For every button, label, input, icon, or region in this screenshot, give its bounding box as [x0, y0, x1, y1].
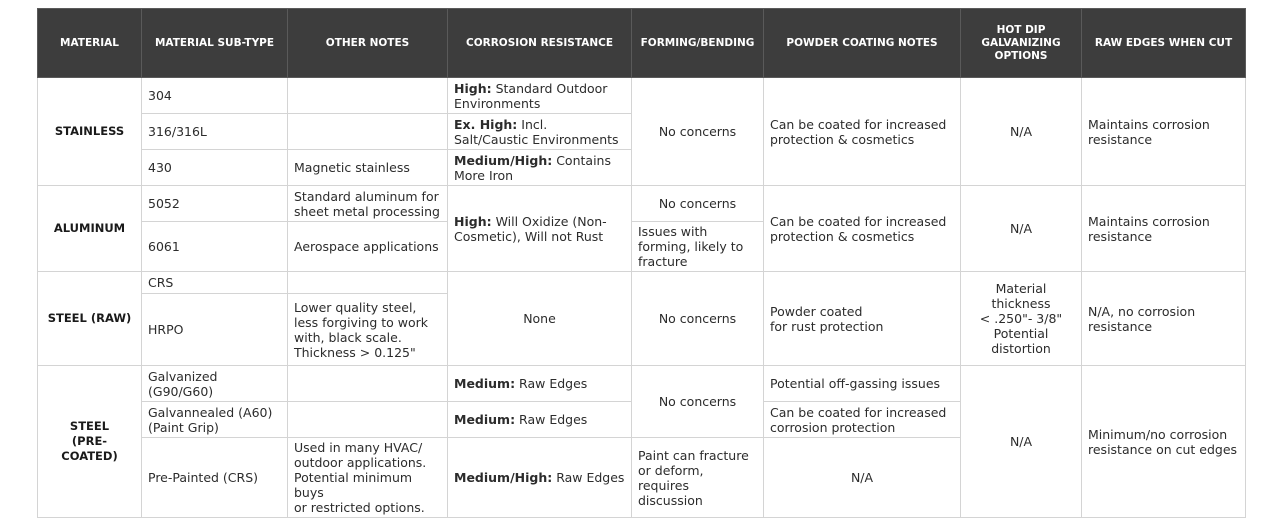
notes-cell: [288, 114, 448, 150]
forming-cell: No concerns: [632, 78, 764, 186]
corrosion-text: Standard Outdoor Environments: [454, 80, 608, 111]
corrosion-cell: [448, 150, 632, 186]
corrosion-cell: [448, 186, 632, 272]
powder-cell: Can be coated for increased protection & cosmetics: [764, 186, 961, 272]
raw-edges-cell: Maintains corrosion resistance: [1082, 186, 1246, 272]
notes-cell: Aerospace applications: [288, 222, 448, 272]
corrosion-level: Medium/High:: [454, 470, 553, 485]
corrosion-cell: [448, 78, 632, 114]
header-corrosion: CORROSION RESISTANCE: [448, 9, 632, 78]
corrosion-level: Medium:: [454, 376, 516, 391]
corrosion-text: Raw Edges: [515, 376, 588, 391]
galvanizing-cell: N/A: [961, 186, 1082, 272]
powder-cell: Powder coated for rust protection: [764, 272, 961, 366]
subtype-cell: CRS: [142, 272, 288, 294]
subtype-cell: HRPO: [142, 294, 288, 366]
material-steel-raw: STEEL (RAW): [38, 272, 142, 366]
subtype-cell: 304: [142, 78, 288, 114]
galvanizing-cell: N/A: [961, 78, 1082, 186]
header-other-notes: OTHER NOTES: [288, 9, 448, 78]
material-steel-precoated: STEEL (PRE-COATED): [38, 366, 142, 518]
raw-edges-cell: Maintains corrosion resistance: [1082, 78, 1246, 186]
corrosion-cell: [448, 366, 632, 402]
corrosion-text: Incl. Salt/Caustic Environments: [454, 116, 619, 147]
table-row: [38, 78, 1246, 114]
raw-edges-cell: Minimum/no corrosion resistance on cut edges: [1082, 366, 1246, 518]
corrosion-level: Medium:: [454, 412, 516, 427]
table-row: [38, 272, 1246, 294]
forming-cell: No concerns: [632, 272, 764, 366]
powder-cell: N/A: [764, 438, 961, 518]
powder-cell: Can be coated for increased corrosion protection: [764, 402, 961, 438]
subtype-cell: Galvannealed (A60) (Paint Grip): [142, 402, 288, 438]
header-galvanizing: HOT DIP GALVANIZING OPTIONS: [961, 9, 1082, 78]
header-raw-edges: RAW EDGES WHEN CUT: [1082, 9, 1246, 78]
materials-table: [37, 8, 1246, 518]
header-material: MATERIAL: [38, 9, 142, 78]
notes-cell: [288, 78, 448, 114]
material-stainless: STAINLESS: [38, 78, 142, 186]
notes-cell: [288, 402, 448, 438]
corrosion-level: Ex. High:: [454, 116, 518, 132]
header-subtype: MATERIAL SUB-TYPE: [142, 9, 288, 78]
raw-edges-cell: N/A, no corrosion resistance: [1082, 272, 1246, 366]
powder-cell: Potential off-gassing issues: [764, 366, 961, 402]
corrosion-text: Contains More Iron: [454, 152, 611, 183]
notes-cell: Used in many HVAC/ outdoor applications. Potential minimum buys or restricted options.: [288, 438, 448, 518]
forming-cell: Issues with forming, likely to fracture: [632, 222, 764, 272]
table-row: [38, 366, 1246, 402]
subtype-cell: Galvanized (G90/G60): [142, 366, 288, 402]
subtype-cell: 6061: [142, 222, 288, 272]
header-row: [38, 9, 1246, 78]
subtype-cell: 5052: [142, 186, 288, 222]
corrosion-text: Will Oxidize (Non-Cosmetic), Will not Rust: [454, 213, 607, 244]
corrosion-text: Raw Edges: [515, 412, 588, 427]
notes-cell: [288, 366, 448, 402]
subtype-cell: 430: [142, 150, 288, 186]
forming-cell: Paint can fracture or deform, requires discussion: [632, 438, 764, 518]
corrosion-cell: [448, 114, 632, 150]
corrosion-level: High:: [454, 80, 492, 96]
corrosion-cell: [448, 402, 632, 438]
powder-cell: Can be coated for increased protection & cosmetics: [764, 78, 961, 186]
header-powder: POWDER COATING NOTES: [764, 9, 961, 78]
corrosion-level: High:: [454, 213, 492, 229]
header-forming: FORMING/BENDING: [632, 9, 764, 78]
notes-cell: Lower quality steel, less forgiving to work with, black scale. Thickness > 0.125": [288, 294, 448, 366]
corrosion-text: Raw Edges: [552, 470, 625, 485]
notes-cell: [288, 272, 448, 294]
forming-cell: No concerns: [632, 366, 764, 438]
galvanizing-cell: Material thickness < .250"- 3/8" Potential distortion: [961, 272, 1082, 366]
corrosion-cell: [448, 438, 632, 518]
subtype-cell: 316/316L: [142, 114, 288, 150]
material-aluminum: ALUMINUM: [38, 186, 142, 272]
notes-cell: Standard aluminum for sheet metal processing: [288, 186, 448, 222]
subtype-cell: Pre-Painted (CRS): [142, 438, 288, 518]
forming-cell: No concerns: [632, 186, 764, 222]
notes-cell: Magnetic stainless: [288, 150, 448, 186]
corrosion-cell: None: [448, 272, 632, 366]
galvanizing-cell: N/A: [961, 366, 1082, 518]
table-row: [38, 186, 1246, 222]
corrosion-level: Medium/High:: [454, 152, 553, 168]
